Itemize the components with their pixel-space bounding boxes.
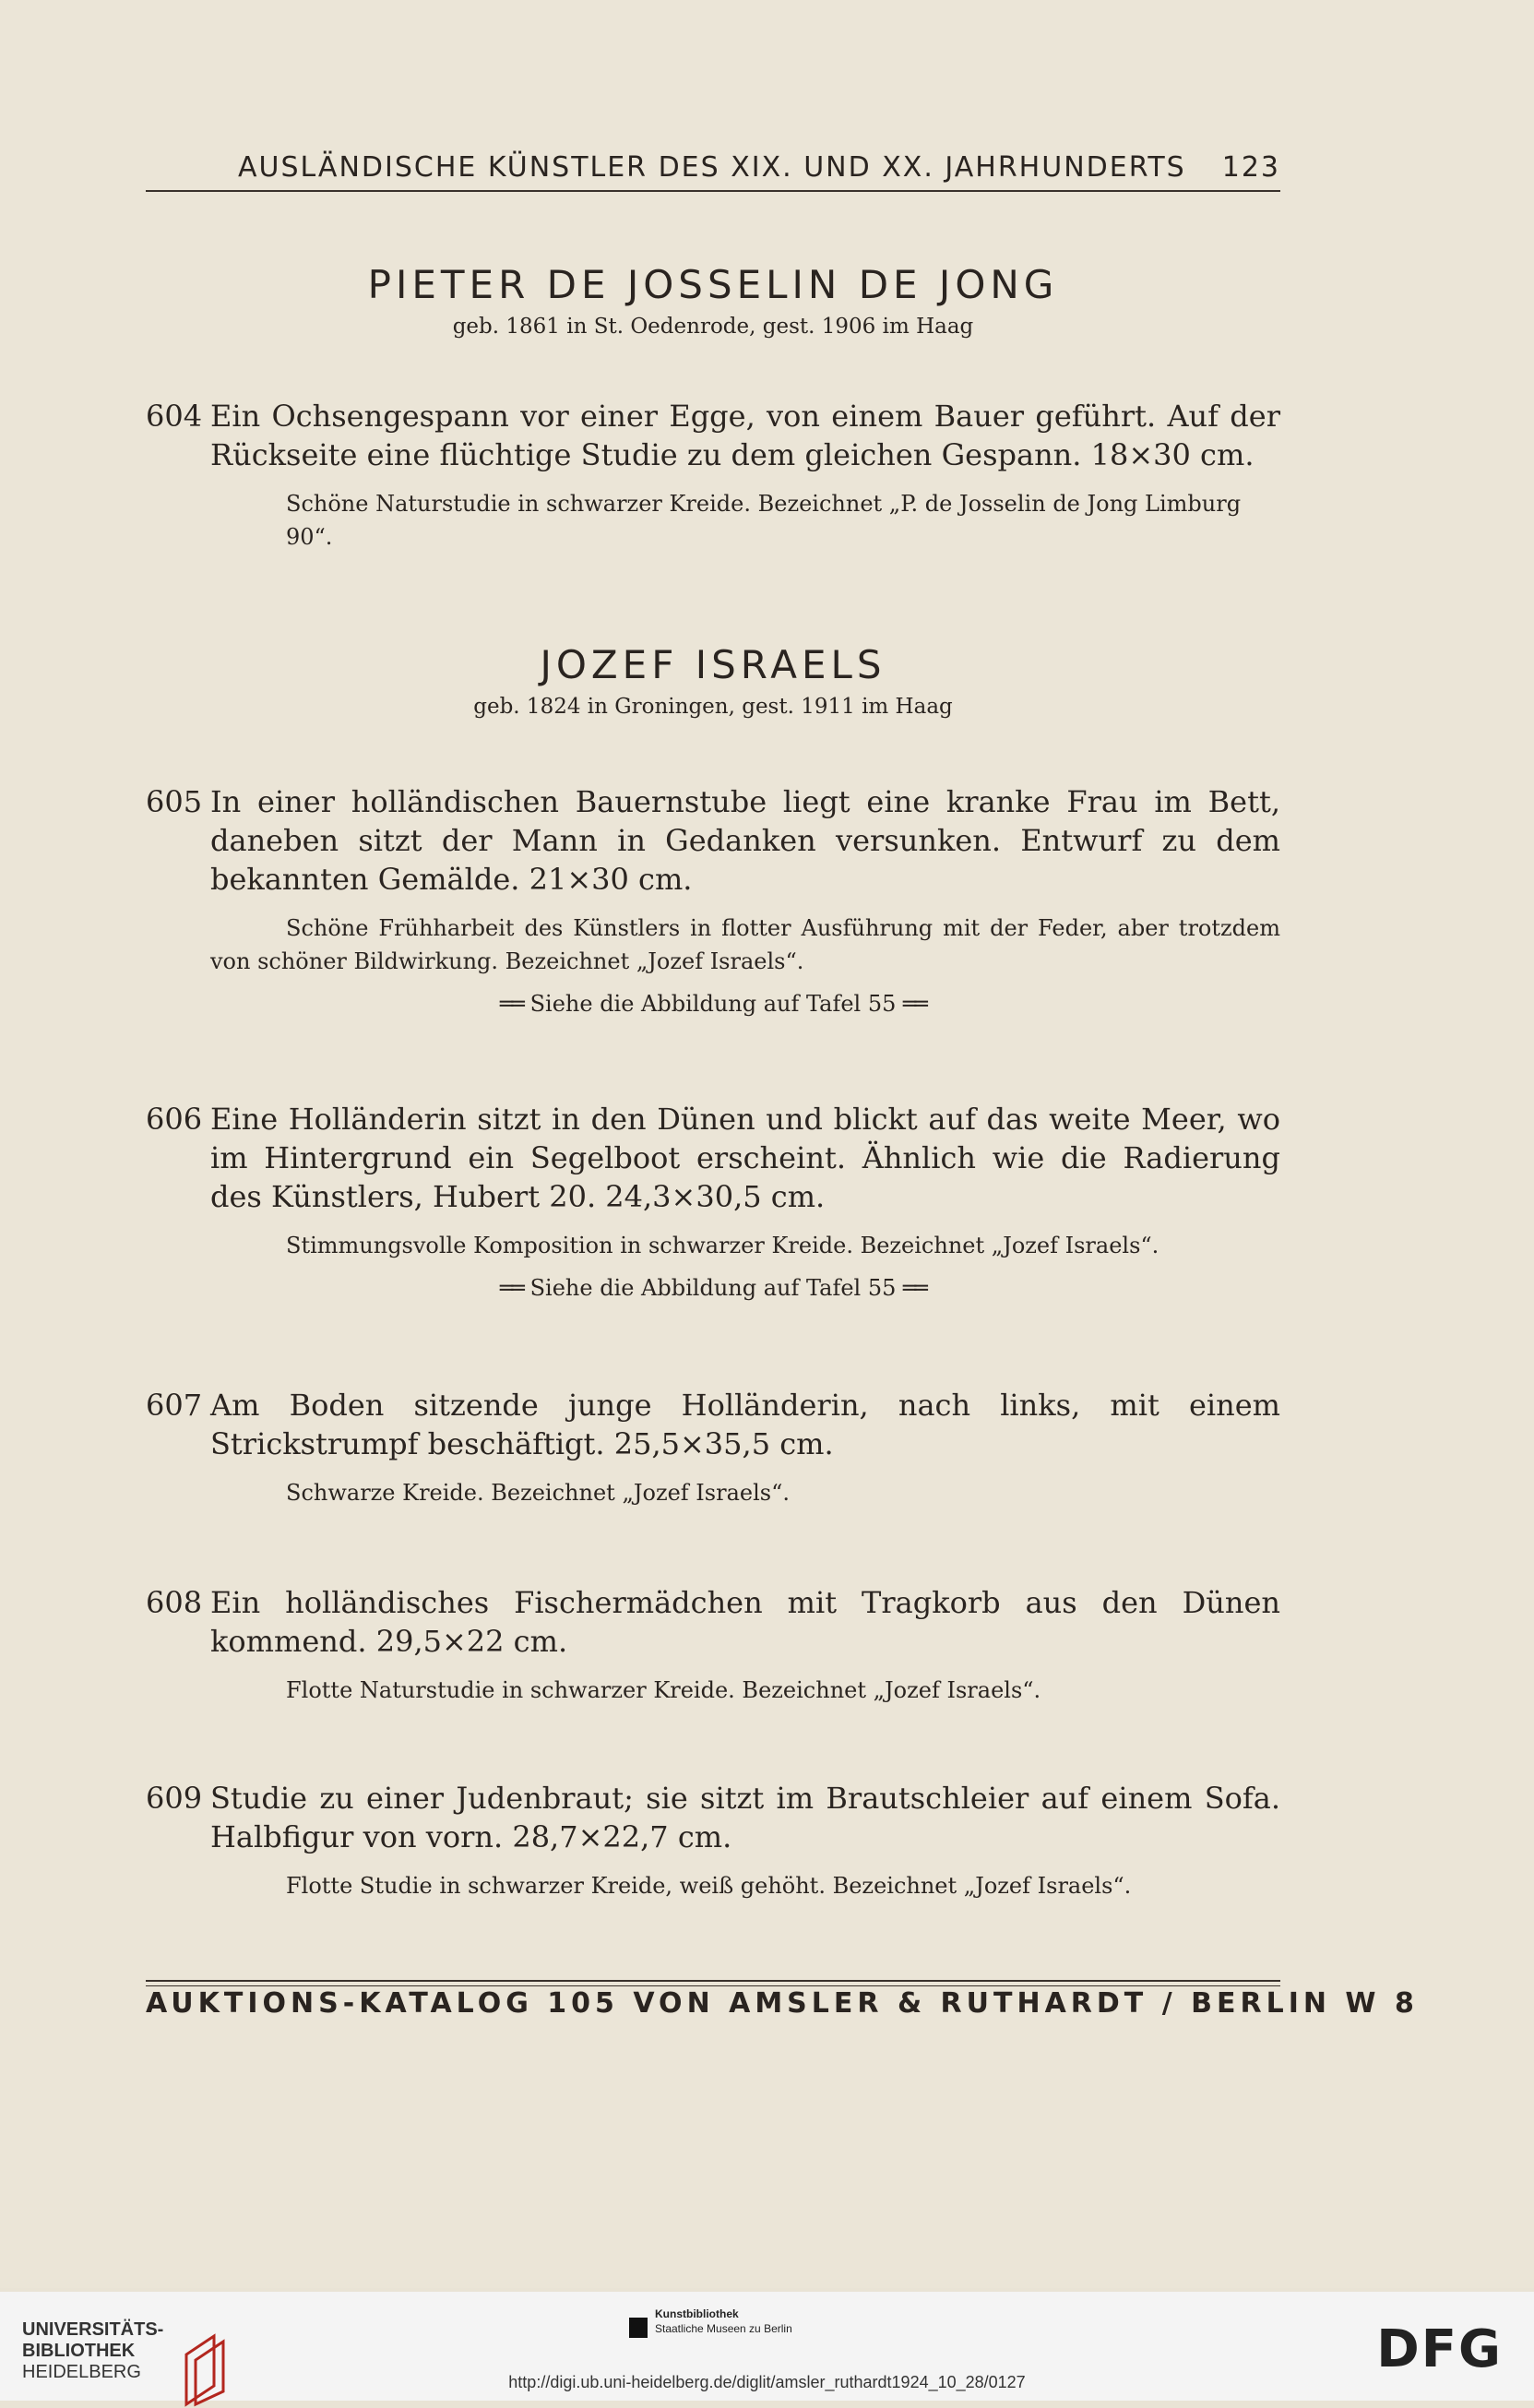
library-name-line2: BIBLIOTHEK bbox=[22, 2341, 136, 2361]
catalog-footer: AUKTIONS-KATALOG 105 VON AMSLER & RUTHARDT / BERLIN W 8 bbox=[146, 1987, 1419, 2020]
lot-note: Flotte Studie in schwarzer Kreide, weiß gehöht. Bezeichnet „Jozef Israels“. bbox=[286, 1873, 1132, 1899]
kunstbibliothek-logo[interactable] bbox=[655, 2307, 792, 2336]
kb-line2: Staatliche Museen zu Berlin bbox=[655, 2322, 792, 2335]
lot-number: 606 bbox=[146, 1102, 203, 1137]
footer-rule-thin bbox=[146, 1985, 1280, 1986]
lot-note: Stimmungsvolle Komposition in schwarzer Kreide. Bezeichnet „Jozef Israels“. bbox=[286, 1233, 1159, 1258]
artist-heading-josselin bbox=[146, 262, 1280, 339]
permalink-url[interactable]: http://digi.ub.uni-heidelberg.de/diglit/amsler_ruthardt1924_10_28/0127 bbox=[508, 2373, 1026, 2391]
artist-name: PIETER DE JOSSELIN DE JONG bbox=[367, 262, 1059, 307]
running-head-title: AUSLÄNDISCHE KÜNSTLER DES XIX. UND XX. JAHRHUNDERTS bbox=[238, 151, 1186, 184]
artist-name: JOZEF ISRAELS bbox=[540, 642, 886, 687]
digitization-bar bbox=[0, 2292, 1534, 2401]
double-rule-icon: ══ bbox=[500, 1275, 523, 1301]
lot-note: Schwarze Kreide. Bezeichnet „Jozef Israels“. bbox=[286, 1480, 790, 1506]
plate-reference bbox=[146, 991, 1280, 1017]
double-rule-icon: ══ bbox=[500, 991, 523, 1017]
lot-609 bbox=[146, 1779, 1280, 1902]
lot-608 bbox=[146, 1583, 1280, 1707]
plate-reference bbox=[146, 1275, 1280, 1301]
dfg-logo[interactable]: DFG bbox=[1376, 2319, 1503, 2379]
page-number: 123 bbox=[1221, 151, 1280, 184]
running-head bbox=[146, 148, 1280, 192]
double-rule-icon: ══ bbox=[903, 991, 926, 1017]
lot-number: 605 bbox=[146, 784, 203, 819]
lot-number: 604 bbox=[146, 399, 203, 434]
lot-605 bbox=[146, 782, 1280, 1017]
lot-604 bbox=[146, 397, 1280, 554]
library-name-line3: HEIDELBERG bbox=[22, 2362, 141, 2382]
artist-heading-israels bbox=[146, 642, 1280, 719]
footer-rule bbox=[146, 1980, 1280, 1982]
lot-description: Studie zu einer Judenbraut; sie sitzt im Brautschleier auf einem Sofa. Halbfigur von vorn. 28,7×22,7 cm. bbox=[210, 1781, 1280, 1854]
library-name-line1: UNIVERSITÄTS- bbox=[22, 2319, 164, 2340]
lot-number: 608 bbox=[146, 1585, 203, 1620]
lot-description: In einer holländischen Bauernstube liegt eine kranke Frau im Bett, daneben sitzt der Mann in Gedanken versunken. Entwurf zu dem bekannten Gemälde. 21×30 cm. bbox=[210, 784, 1280, 897]
lot-description: Ein Ochsengespann vor einer Egge, von einem Bauer geführt. Auf der Rückseite eine flüchtige Studie zu dem gleichen Gespann. 18×30 cm. bbox=[210, 399, 1280, 472]
plate-reference-text: Siehe die Abbildung auf Tafel 55 bbox=[529, 991, 897, 1017]
library-emblem-icon bbox=[177, 2331, 236, 2408]
lot-number: 609 bbox=[146, 1781, 203, 1816]
lot-607 bbox=[146, 1386, 1280, 1509]
lot-note: Flotte Naturstudie in schwarzer Kreide. Bezeichnet „Jozef Israels“. bbox=[286, 1677, 1041, 1703]
lot-note: Schöne Frühharbeit des Künstlers in flotter Ausführung mit der Feder, aber trotzdem von schöner Bildwirkung. Bezeichnet „Jozef Israels“. bbox=[210, 915, 1280, 974]
lot-606 bbox=[146, 1100, 1280, 1301]
lot-description: Am Boden sitzende junge Holländerin, nach links, mit einem Strickstrumpf beschäftigt. 25,5×35,5 cm. bbox=[210, 1388, 1280, 1461]
lot-description: Ein holländisches Fischermädchen mit Tragkorb aus den Dünen kommend. 29,5×22 cm. bbox=[210, 1585, 1280, 1659]
lot-number: 607 bbox=[146, 1388, 203, 1423]
artist-dates: geb. 1861 in St. Oedenrode, gest. 1906 im Haag bbox=[452, 315, 974, 339]
artist-dates: geb. 1824 in Groningen, gest. 1911 im Haag bbox=[473, 695, 953, 719]
kunstbibliothek-mark-icon bbox=[629, 2318, 648, 2338]
plate-reference-text: Siehe die Abbildung auf Tafel 55 bbox=[529, 1275, 897, 1301]
kb-line1: Kunstbibliothek bbox=[655, 2307, 739, 2320]
double-rule-icon: ══ bbox=[903, 1275, 926, 1301]
lot-note: Schöne Naturstudie in schwarzer Kreide. Bezeichnet „P. de Josselin de Jong Limburg 90“. bbox=[286, 491, 1242, 550]
lot-description: Eine Holländerin sitzt in den Dünen und blickt auf das weite Meer, wo im Hintergrund ein Segelboot erscheint. Ähnlich wie die Radierung des Künstlers, Hubert 20. 24,3×30,5 cm. bbox=[210, 1102, 1280, 1214]
